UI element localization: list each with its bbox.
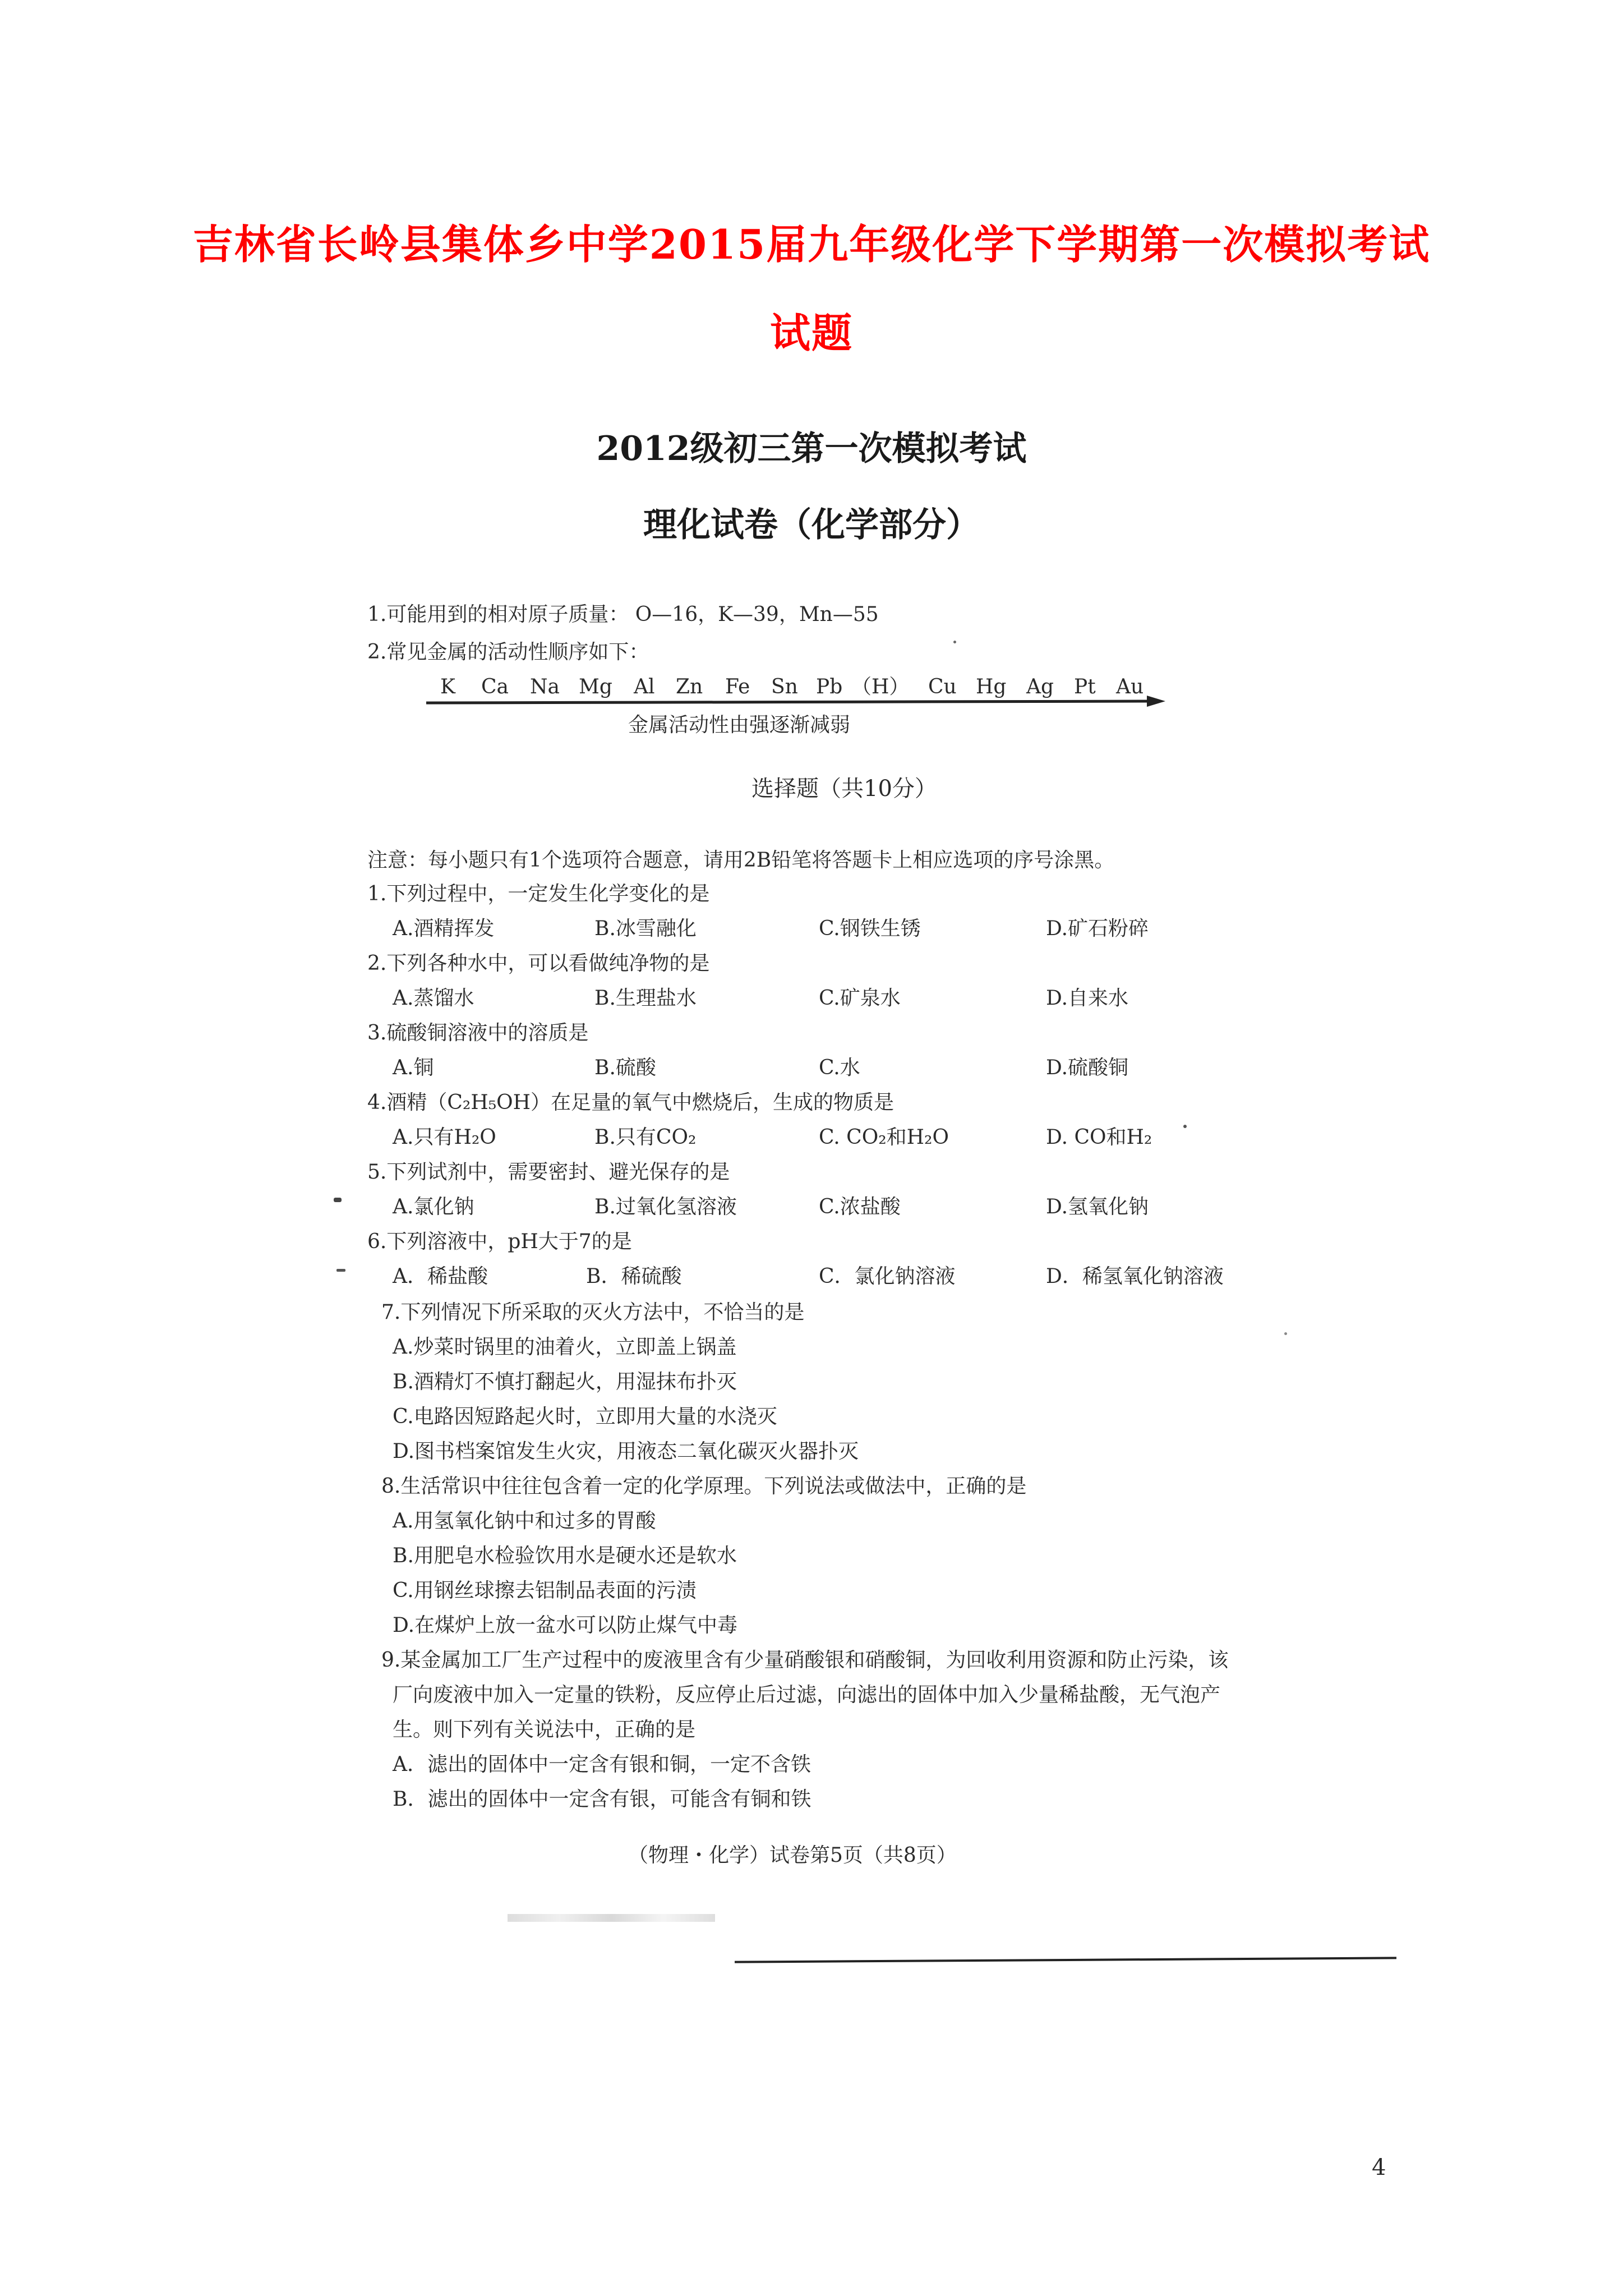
option-a[interactable]: A.铜: [393, 1056, 434, 1079]
option-a[interactable]: A．稀盐酸: [393, 1265, 488, 1288]
option-d[interactable]: D.图书档案馆发生火灾，用液态二氧化碳灭火器扑灭: [393, 1440, 859, 1463]
option-b[interactable]: B．稀硫酸: [586, 1265, 682, 1288]
scan-dot: [1284, 1332, 1287, 1335]
option-a[interactable]: A.用氢氧化钠中和过多的胃酸: [393, 1510, 656, 1533]
metal-symbol: Cu: [928, 675, 957, 698]
option-a[interactable]: A．滤出的固体中一定含有银和铜，一定不含铁: [393, 1753, 811, 1776]
question-stem: 1.下列过程中，一定发生化学变化的是: [367, 882, 710, 905]
section-notice: 注意：每小题只有1个选项符合题意，请用2B铅笔将答题卡上相应选项的序号涂黑。: [367, 849, 1115, 872]
option-b[interactable]: B.硫酸: [594, 1056, 656, 1079]
option-a[interactable]: A.炒菜时锅里的油着火，立即盖上锅盖: [393, 1336, 737, 1359]
option-b[interactable]: B.冰雪融化: [594, 917, 697, 940]
option-b[interactable]: B.用肥皂水检验饮用水是硬水还是软水: [393, 1544, 737, 1567]
option-c[interactable]: C.钢铁生锈: [819, 917, 921, 940]
option-d[interactable]: D.硫酸铜: [1046, 1056, 1129, 1079]
scan-dot: [953, 641, 956, 643]
page-number: 4: [1372, 2155, 1386, 2180]
question-stem-line: 9.某金属加工厂生产过程中的废液里含有少量硝酸银和硝酸铜，为回收利用资源和防止污染，该: [381, 1649, 1229, 1672]
option-a[interactable]: A.酒精挥发: [393, 917, 495, 940]
scan-dot: [1183, 1125, 1187, 1128]
option-b[interactable]: B.酒精灯不慎打翻起火，用湿抹布扑灭: [393, 1370, 737, 1393]
metal-symbol: Au: [1116, 675, 1144, 698]
option-d[interactable]: D.矿石粉碎: [1046, 917, 1149, 940]
option-a[interactable]: A.氯化钠: [393, 1195, 474, 1218]
exam-page-info: （物理・化学）试卷第5页（共8页）: [628, 1844, 957, 1867]
metal-symbol: Ca: [481, 675, 509, 698]
option-d[interactable]: D.自来水: [1046, 987, 1129, 1010]
document-title-line1: 吉林省长岭县集体乡中学2015届九年级化学下学期第一次模拟考试: [192, 220, 1431, 268]
scan-dot: [336, 1269, 345, 1272]
option-b[interactable]: B.只有CO₂: [594, 1126, 697, 1149]
option-d[interactable]: D. CO和H₂: [1046, 1126, 1152, 1149]
metal-symbol: Mg: [579, 675, 612, 698]
question-stem: 6.下列溶液中，pH大于7的是: [367, 1230, 632, 1253]
question-stem: 5.下列试剂中，需要密封、避光保存的是: [367, 1161, 730, 1184]
option-c[interactable]: C.水: [819, 1056, 860, 1079]
section-heading: 选择题（共10分）: [751, 776, 937, 802]
document-title-line2: 试题: [769, 309, 853, 357]
metal-symbol: Fe: [725, 675, 750, 698]
option-c[interactable]: C. CO₂和H₂O: [819, 1126, 949, 1149]
metal-symbol: Hg: [976, 675, 1007, 698]
option-b[interactable]: B.生理盐水: [594, 987, 697, 1010]
question-stem: 7.下列情况下所采取的灭火方法中，不恰当的是: [381, 1301, 805, 1324]
scan-noise: [508, 1914, 715, 1922]
metal-symbol: Ag: [1026, 675, 1054, 698]
question-stem: 4.酒精（C₂H₅OH）在足量的氧气中燃烧后，生成的物质是: [367, 1091, 895, 1114]
option-c[interactable]: C.电路因短路起火时，立即用大量的水浇灭: [393, 1405, 777, 1428]
question-stem-line: 厂向废液中加入一定量的铁粉，反应停止后过滤，向滤出的固体中加入少量稀盐酸，无气泡产: [393, 1683, 1221, 1706]
metal-symbol: K: [440, 675, 455, 698]
note-atomic-mass: 1.可能用到的相对原子质量： O—16，K—39，Mn—55: [367, 603, 879, 626]
option-a[interactable]: A.蒸馏水: [393, 987, 474, 1010]
arrow-caption: 金属活动性由强逐渐减弱: [628, 714, 851, 737]
scan-dot: [334, 1198, 342, 1202]
exam-title: 2012级初三第一次模拟考试: [596, 429, 1027, 468]
question-stem: 2.下列各种水中，可以看做纯净物的是: [367, 952, 710, 975]
option-c[interactable]: C.用钢丝球擦去铝制品表面的污渍: [393, 1579, 697, 1602]
question-stem: 8.生活常识中往往包含着一定的化学原理。下列说法或做法中，正确的是: [381, 1475, 1027, 1498]
option-c[interactable]: C.矿泉水: [819, 987, 901, 1010]
exam-subtitle: 理化试卷（化学部分）: [643, 505, 980, 545]
activity-arrow: [426, 694, 1166, 711]
question-stem: 3.硫酸铜溶液中的溶质是: [367, 1022, 589, 1045]
option-b[interactable]: B.过氧化氢溶液: [594, 1195, 737, 1218]
metal-symbol: （H）: [851, 675, 910, 698]
option-d[interactable]: D．稀氢氧化钠溶液: [1046, 1265, 1224, 1288]
metal-symbol: Na: [530, 675, 560, 698]
note-activity-series: 2.常见金属的活动性顺序如下：: [367, 641, 649, 664]
metal-symbol: Pt: [1074, 675, 1096, 698]
metal-symbol: Zn: [676, 675, 703, 698]
option-a[interactable]: A.只有H₂O: [393, 1126, 496, 1149]
option-d[interactable]: D.氢氧化钠: [1046, 1195, 1149, 1218]
metal-symbol: Al: [634, 675, 655, 698]
scan-edge-line: [735, 1957, 1396, 1963]
option-c[interactable]: C．氯化钠溶液: [819, 1265, 956, 1288]
option-c[interactable]: C.浓盐酸: [819, 1195, 901, 1218]
option-b[interactable]: B．滤出的固体中一定含有银，可能含有铜和铁: [393, 1788, 811, 1811]
metal-symbol: Sn: [771, 675, 798, 698]
option-d[interactable]: D.在煤炉上放一盆水可以防止煤气中毒: [393, 1614, 738, 1637]
question-stem-line: 生。则下列有关说法中，正确的是: [393, 1718, 696, 1741]
metal-symbol: Pb: [816, 675, 843, 698]
